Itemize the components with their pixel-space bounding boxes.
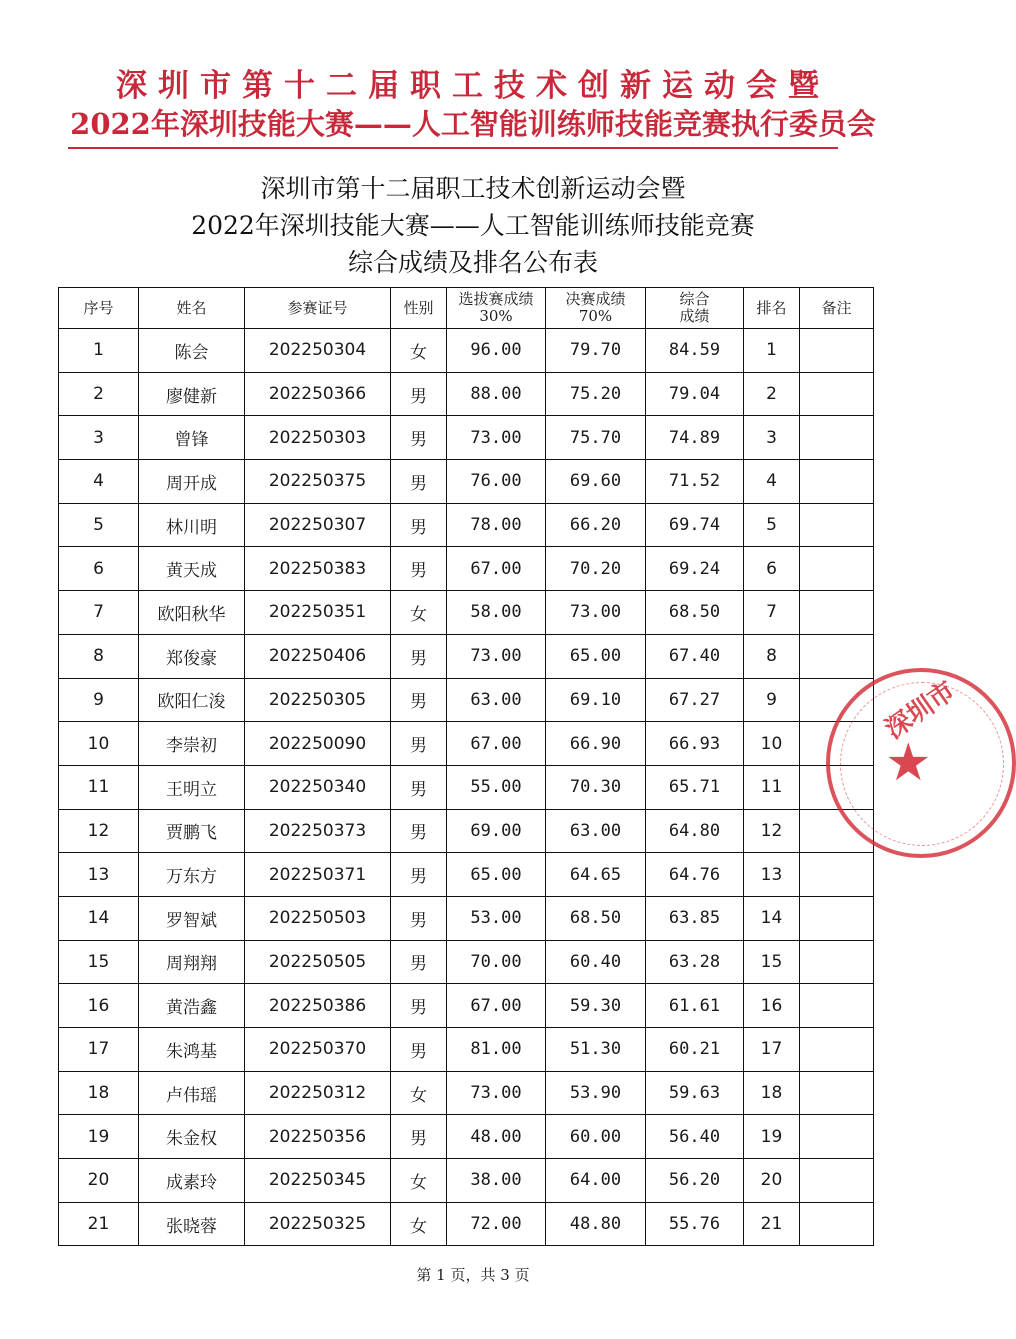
cell-remark bbox=[800, 416, 874, 460]
cell-gender: 男 bbox=[391, 853, 447, 897]
letterhead-line-1: 深圳市第十二届职工技术创新运动会暨 bbox=[116, 68, 830, 104]
cell-name: 朱鸿基 bbox=[139, 1028, 245, 1072]
cell-prelim: 96.00 bbox=[447, 329, 546, 373]
table-row bbox=[59, 1071, 874, 1115]
cell-final: 53.90 bbox=[546, 1071, 646, 1115]
star-icon: ★ bbox=[885, 733, 932, 793]
header-final-label: 决赛成绩 bbox=[565, 290, 626, 308]
table-row bbox=[59, 984, 874, 1028]
cell-rank: 21 bbox=[744, 1202, 800, 1246]
cell-seq: 7 bbox=[59, 591, 139, 635]
cell-gender: 男 bbox=[391, 416, 447, 460]
cell-remark bbox=[800, 372, 874, 416]
cell-prelim: 67.00 bbox=[447, 547, 546, 591]
cell-total: 61.61 bbox=[646, 984, 744, 1028]
cell-seq: 5 bbox=[59, 503, 139, 547]
cell-prelim: 67.00 bbox=[447, 984, 546, 1028]
cell-prelim: 76.00 bbox=[447, 460, 546, 504]
header-prelim bbox=[447, 288, 546, 329]
cell-rank: 14 bbox=[744, 896, 800, 940]
cell-seq: 14 bbox=[59, 896, 139, 940]
cell-remark bbox=[800, 634, 874, 678]
cell-prelim: 73.00 bbox=[447, 416, 546, 460]
cell-prelim: 73.00 bbox=[447, 1071, 546, 1115]
cell-prelim: 67.00 bbox=[447, 722, 546, 766]
cell-seq: 2 bbox=[59, 372, 139, 416]
cell-rank: 3 bbox=[744, 416, 800, 460]
cell-seq: 3 bbox=[59, 416, 139, 460]
cell-cert: 202250356 bbox=[245, 1115, 391, 1159]
cell-rank: 9 bbox=[744, 678, 800, 722]
cell-name: 欧阳秋华 bbox=[139, 591, 245, 635]
cell-prelim: 65.00 bbox=[447, 853, 546, 897]
cell-remark bbox=[800, 940, 874, 984]
cell-prelim: 38.00 bbox=[447, 1159, 546, 1203]
title-line-2: 2022年深圳技能大赛——人工智能训练师技能竞赛 bbox=[191, 211, 755, 240]
table-row bbox=[59, 1028, 874, 1072]
cell-name: 黄浩鑫 bbox=[139, 984, 245, 1028]
cell-gender: 男 bbox=[391, 722, 447, 766]
cell-seq: 8 bbox=[59, 634, 139, 678]
cell-gender: 女 bbox=[391, 329, 447, 373]
cell-total: 56.40 bbox=[646, 1115, 744, 1159]
cell-total: 56.20 bbox=[646, 1159, 744, 1203]
seal-text: 深圳市 bbox=[879, 675, 961, 746]
cell-cert: 202250375 bbox=[245, 460, 391, 504]
cell-total: 84.59 bbox=[646, 329, 744, 373]
cell-name: 朱金权 bbox=[139, 1115, 245, 1159]
cell-gender: 女 bbox=[391, 1202, 447, 1246]
cell-remark bbox=[800, 1202, 874, 1246]
cell-name: 万东方 bbox=[139, 853, 245, 897]
cell-prelim: 63.00 bbox=[447, 678, 546, 722]
table-row bbox=[59, 591, 874, 635]
cell-name: 王明立 bbox=[139, 765, 245, 809]
cell-final: 73.00 bbox=[546, 591, 646, 635]
cell-final: 75.20 bbox=[546, 372, 646, 416]
cell-cert: 202250371 bbox=[245, 853, 391, 897]
cell-prelim: 48.00 bbox=[447, 1115, 546, 1159]
cell-name: 罗智斌 bbox=[139, 896, 245, 940]
cell-rank: 7 bbox=[744, 591, 800, 635]
cell-rank: 8 bbox=[744, 634, 800, 678]
cell-name: 曾锋 bbox=[139, 416, 245, 460]
table-row bbox=[59, 634, 874, 678]
cell-rank: 1 bbox=[744, 329, 800, 373]
cell-remark bbox=[800, 896, 874, 940]
table-row bbox=[59, 809, 874, 853]
cell-cert: 202250340 bbox=[245, 765, 391, 809]
cell-cert: 202250503 bbox=[245, 896, 391, 940]
cell-cert: 202250090 bbox=[245, 722, 391, 766]
cell-prelim: 88.00 bbox=[447, 372, 546, 416]
cell-name: 周翔翔 bbox=[139, 940, 245, 984]
cell-gender: 女 bbox=[391, 1159, 447, 1203]
cell-gender: 男 bbox=[391, 503, 447, 547]
cell-prelim: 70.00 bbox=[447, 940, 546, 984]
cell-rank: 18 bbox=[744, 1071, 800, 1115]
cell-seq: 6 bbox=[59, 547, 139, 591]
cell-total: 69.24 bbox=[646, 547, 744, 591]
cell-total: 60.21 bbox=[646, 1028, 744, 1072]
cell-rank: 6 bbox=[744, 547, 800, 591]
cell-seq: 21 bbox=[59, 1202, 139, 1246]
cell-seq: 17 bbox=[59, 1028, 139, 1072]
header-final bbox=[546, 288, 646, 329]
cell-gender: 男 bbox=[391, 678, 447, 722]
cell-final: 59.30 bbox=[546, 984, 646, 1028]
cell-name: 欧阳仁浚 bbox=[139, 678, 245, 722]
title-line-1: 深圳市第十二届职工技术创新运动会暨 bbox=[260, 174, 686, 203]
table-row bbox=[59, 372, 874, 416]
cell-remark bbox=[800, 591, 874, 635]
cell-name: 李崇初 bbox=[139, 722, 245, 766]
cell-rank: 12 bbox=[744, 809, 800, 853]
cell-cert: 202250305 bbox=[245, 678, 391, 722]
cell-remark bbox=[800, 503, 874, 547]
cell-gender: 男 bbox=[391, 765, 447, 809]
cell-name: 黄天成 bbox=[139, 547, 245, 591]
cell-total: 74.89 bbox=[646, 416, 744, 460]
cell-rank: 10 bbox=[744, 722, 800, 766]
cell-prelim: 55.00 bbox=[447, 765, 546, 809]
cell-rank: 16 bbox=[744, 984, 800, 1028]
cell-final: 63.00 bbox=[546, 809, 646, 853]
cell-seq: 12 bbox=[59, 809, 139, 853]
cell-final: 70.30 bbox=[546, 765, 646, 809]
cell-total: 63.85 bbox=[646, 896, 744, 940]
cell-rank: 15 bbox=[744, 940, 800, 984]
cell-remark bbox=[800, 1071, 874, 1115]
cell-final: 48.80 bbox=[546, 1202, 646, 1246]
cell-prelim: 78.00 bbox=[447, 503, 546, 547]
cell-seq: 10 bbox=[59, 722, 139, 766]
table-row bbox=[59, 503, 874, 547]
cell-seq: 11 bbox=[59, 765, 139, 809]
cell-cert: 202250366 bbox=[245, 372, 391, 416]
cell-name: 陈会 bbox=[139, 329, 245, 373]
cell-name: 卢伟瑶 bbox=[139, 1071, 245, 1115]
cell-gender: 男 bbox=[391, 809, 447, 853]
cell-remark bbox=[800, 984, 874, 1028]
cell-final: 65.00 bbox=[546, 634, 646, 678]
cell-rank: 20 bbox=[744, 1159, 800, 1203]
cell-seq: 18 bbox=[59, 1071, 139, 1115]
table-row bbox=[59, 1202, 874, 1246]
cell-prelim: 72.00 bbox=[447, 1202, 546, 1246]
cell-cert: 202250373 bbox=[245, 809, 391, 853]
cell-cert: 202250351 bbox=[245, 591, 391, 635]
header-prelim-weight: 30% bbox=[479, 307, 513, 325]
cell-total: 55.76 bbox=[646, 1202, 744, 1246]
cell-rank: 2 bbox=[744, 372, 800, 416]
cell-final: 66.90 bbox=[546, 722, 646, 766]
table-row bbox=[59, 940, 874, 984]
cell-remark bbox=[800, 1159, 874, 1203]
cell-prelim: 58.00 bbox=[447, 591, 546, 635]
table-row bbox=[59, 896, 874, 940]
cell-name: 张晓蓉 bbox=[139, 1202, 245, 1246]
cell-remark bbox=[800, 1028, 874, 1072]
header-remark: 备注 bbox=[800, 288, 874, 329]
header-final-weight: 70% bbox=[578, 307, 613, 325]
cell-total: 67.27 bbox=[646, 678, 744, 722]
header-prelim-label: 选拔赛成绩 bbox=[458, 290, 534, 308]
cell-total: 63.28 bbox=[646, 940, 744, 984]
cell-rank: 4 bbox=[744, 460, 800, 504]
cell-gender: 男 bbox=[391, 1028, 447, 1072]
document-title bbox=[0, 170, 946, 281]
cell-total: 67.40 bbox=[646, 634, 744, 678]
cell-gender: 男 bbox=[391, 547, 447, 591]
cell-cert: 202250325 bbox=[245, 1202, 391, 1246]
cell-final: 68.50 bbox=[546, 896, 646, 940]
header-total-line1: 综合 bbox=[679, 290, 710, 308]
table-row bbox=[59, 1159, 874, 1203]
cell-prelim: 73.00 bbox=[447, 634, 546, 678]
table-row bbox=[59, 460, 874, 504]
table-row bbox=[59, 547, 874, 591]
cell-final: 69.60 bbox=[546, 460, 646, 504]
cell-final: 69.10 bbox=[546, 678, 646, 722]
cell-total: 69.74 bbox=[646, 503, 744, 547]
cell-remark bbox=[800, 1115, 874, 1159]
cell-cert: 202250386 bbox=[245, 984, 391, 1028]
cell-seq: 16 bbox=[59, 984, 139, 1028]
cell-prelim: 53.00 bbox=[447, 896, 546, 940]
cell-seq: 9 bbox=[59, 678, 139, 722]
cell-total: 64.80 bbox=[646, 809, 744, 853]
results-table bbox=[58, 287, 874, 1246]
cell-gender: 女 bbox=[391, 1071, 447, 1115]
cell-final: 64.65 bbox=[546, 853, 646, 897]
cell-final: 66.20 bbox=[546, 503, 646, 547]
cell-remark bbox=[800, 853, 874, 897]
cell-name: 成素玲 bbox=[139, 1159, 245, 1203]
cell-rank: 11 bbox=[744, 765, 800, 809]
cell-total: 65.71 bbox=[646, 765, 744, 809]
cell-total: 71.52 bbox=[646, 460, 744, 504]
cell-cert: 202250303 bbox=[245, 416, 391, 460]
table-row bbox=[59, 765, 874, 809]
cell-name: 郑俊豪 bbox=[139, 634, 245, 678]
cell-seq: 20 bbox=[59, 1159, 139, 1203]
cell-gender: 男 bbox=[391, 1115, 447, 1159]
cell-seq: 1 bbox=[59, 329, 139, 373]
cell-cert: 202250304 bbox=[245, 329, 391, 373]
cell-cert: 202250307 bbox=[245, 503, 391, 547]
cell-cert: 202250370 bbox=[245, 1028, 391, 1072]
cell-cert: 202250505 bbox=[245, 940, 391, 984]
letterhead-divider bbox=[68, 147, 838, 149]
cell-total: 79.04 bbox=[646, 372, 744, 416]
table-row bbox=[59, 416, 874, 460]
cell-name: 贾鹏飞 bbox=[139, 809, 245, 853]
cell-gender: 男 bbox=[391, 896, 447, 940]
table-row bbox=[59, 678, 874, 722]
cell-remark bbox=[800, 547, 874, 591]
cell-seq: 4 bbox=[59, 460, 139, 504]
cell-final: 75.70 bbox=[546, 416, 646, 460]
cell-seq: 19 bbox=[59, 1115, 139, 1159]
cell-gender: 男 bbox=[391, 940, 447, 984]
title-line-3: 综合成绩及排名公布表 bbox=[347, 248, 598, 277]
cell-rank: 13 bbox=[744, 853, 800, 897]
header-cert: 参赛证号 bbox=[245, 288, 391, 329]
cell-prelim: 69.00 bbox=[447, 809, 546, 853]
cell-cert: 202250312 bbox=[245, 1071, 391, 1115]
cell-seq: 15 bbox=[59, 940, 139, 984]
cell-name: 廖健新 bbox=[139, 372, 245, 416]
cell-prelim: 81.00 bbox=[447, 1028, 546, 1072]
header-gender: 性别 bbox=[391, 288, 447, 329]
cell-name: 周开成 bbox=[139, 460, 245, 504]
cell-seq: 13 bbox=[59, 853, 139, 897]
cell-name: 林川明 bbox=[139, 503, 245, 547]
header-name: 姓名 bbox=[139, 288, 245, 329]
letterhead-line-2: 2022年深圳技能大赛——人工智能训练师技能竞赛执行委员会 bbox=[70, 107, 876, 141]
cell-cert: 202250345 bbox=[245, 1159, 391, 1203]
cell-final: 60.00 bbox=[546, 1115, 646, 1159]
cell-rank: 5 bbox=[744, 503, 800, 547]
table-header-row bbox=[59, 288, 874, 329]
cell-final: 79.70 bbox=[546, 329, 646, 373]
table-row bbox=[59, 329, 874, 373]
header-rank: 排名 bbox=[744, 288, 800, 329]
cell-gender: 男 bbox=[391, 372, 447, 416]
cell-total: 59.63 bbox=[646, 1071, 744, 1115]
cell-final: 70.20 bbox=[546, 547, 646, 591]
cell-gender: 男 bbox=[391, 460, 447, 504]
page-number: 第 1 页，共 3 页 bbox=[416, 1266, 530, 1284]
cell-final: 60.40 bbox=[546, 940, 646, 984]
table-row bbox=[59, 853, 874, 897]
cell-final: 64.00 bbox=[546, 1159, 646, 1203]
cell-cert: 202250406 bbox=[245, 634, 391, 678]
cell-cert: 202250383 bbox=[245, 547, 391, 591]
cell-rank: 17 bbox=[744, 1028, 800, 1072]
table-row bbox=[59, 1115, 874, 1159]
cell-total: 64.76 bbox=[646, 853, 744, 897]
cell-gender: 男 bbox=[391, 984, 447, 1028]
letterhead bbox=[0, 66, 946, 142]
cell-gender: 男 bbox=[391, 634, 447, 678]
official-seal bbox=[826, 668, 1016, 858]
cell-final: 51.30 bbox=[546, 1028, 646, 1072]
table-row bbox=[59, 722, 874, 766]
cell-rank: 19 bbox=[744, 1115, 800, 1159]
cell-total: 66.93 bbox=[646, 722, 744, 766]
header-total-line2: 成绩 bbox=[679, 307, 710, 325]
header-seq: 序号 bbox=[59, 288, 139, 329]
cell-remark bbox=[800, 329, 874, 373]
cell-gender: 女 bbox=[391, 591, 447, 635]
cell-remark bbox=[800, 460, 874, 504]
header-total bbox=[646, 288, 744, 329]
cell-total: 68.50 bbox=[646, 591, 744, 635]
